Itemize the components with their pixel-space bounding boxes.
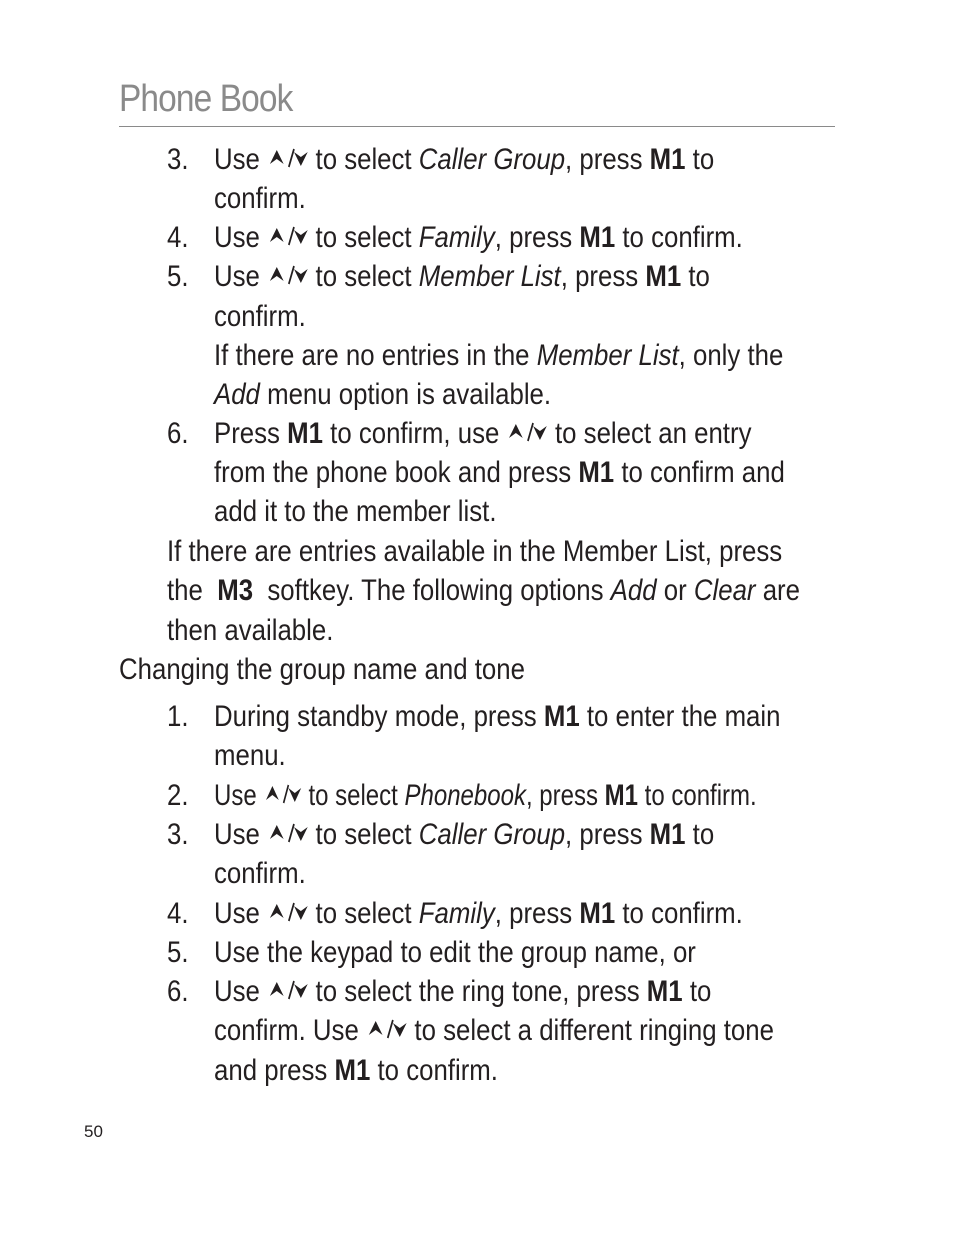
list-number: 5. xyxy=(167,936,189,969)
softkey-label: M1 xyxy=(649,143,686,176)
text: , press xyxy=(565,818,643,851)
text: to select the ring tone, press xyxy=(315,975,640,1008)
title-rule xyxy=(119,126,835,127)
up-down-arrow-icon xyxy=(267,146,308,170)
list-item xyxy=(214,894,743,933)
text: Use xyxy=(214,221,260,254)
text: Use xyxy=(214,143,260,176)
section-heading: Changing the group name and tone xyxy=(119,653,525,686)
softkey-label: M1 xyxy=(543,700,580,733)
list-item xyxy=(214,140,714,179)
list-item xyxy=(214,815,714,854)
text: , only the xyxy=(678,339,784,372)
text: from the phone book and press xyxy=(214,456,572,489)
list-item xyxy=(214,414,751,453)
up-down-arrow-icon xyxy=(267,821,308,845)
list-item-note xyxy=(214,336,783,375)
text: to confirm. xyxy=(644,779,757,812)
softkey-label: M1 xyxy=(334,1054,371,1087)
softkey-label: M1 xyxy=(645,260,682,293)
text: to select a different ringing tone xyxy=(414,1014,774,1047)
list-number: 5. xyxy=(167,260,189,293)
text: to confirm and xyxy=(621,456,785,489)
note-paragraph: then available. xyxy=(167,614,334,647)
softkey-label: M1 xyxy=(578,456,615,489)
softkey-label: M3 xyxy=(217,574,254,607)
list-item-continuation xyxy=(214,453,785,492)
text: to xyxy=(688,260,710,293)
list-item-note xyxy=(214,375,551,414)
text: to select xyxy=(315,143,412,176)
text: to confirm. xyxy=(622,897,743,930)
term: Member List xyxy=(418,260,561,293)
up-down-arrow-icon xyxy=(263,782,301,806)
text: or xyxy=(663,574,687,607)
text: to select xyxy=(315,260,412,293)
list-number: 6. xyxy=(167,417,189,450)
text: to select an entry xyxy=(554,417,752,450)
note-paragraph: If there are entries available in the Member List, press xyxy=(167,535,783,568)
list-number: 3. xyxy=(167,818,189,851)
text: to xyxy=(692,818,715,851)
text: Press xyxy=(214,417,280,450)
term: Family xyxy=(418,897,495,930)
list-item xyxy=(214,972,711,1011)
term: Family xyxy=(418,221,495,254)
list-item xyxy=(214,776,757,815)
softkey-label: M1 xyxy=(579,221,616,254)
list-item xyxy=(214,257,710,296)
text: During standby mode, press xyxy=(214,700,537,733)
up-down-arrow-icon xyxy=(267,900,308,924)
text: are xyxy=(762,574,801,607)
softkey-label: M1 xyxy=(579,897,616,930)
text: Use xyxy=(214,779,257,812)
term: Clear xyxy=(693,574,756,607)
up-down-arrow-icon xyxy=(267,224,308,248)
text: Use xyxy=(214,897,260,930)
list-number: 4. xyxy=(167,897,189,930)
list-item-continuation: confirm. xyxy=(214,300,306,333)
text: Use xyxy=(214,818,260,851)
text: to confirm, use xyxy=(330,417,500,450)
text: to xyxy=(689,975,712,1008)
up-down-arrow-icon xyxy=(366,1017,407,1041)
list-item-continuation: confirm. xyxy=(214,182,306,215)
text: to select xyxy=(315,221,412,254)
softkey-label: M1 xyxy=(646,975,683,1008)
text: to select xyxy=(315,818,412,851)
text: to select xyxy=(308,779,398,812)
text: to confirm. xyxy=(622,221,743,254)
text: If there are no entries in the xyxy=(214,339,530,372)
text: Use xyxy=(214,260,260,293)
list-item-continuation xyxy=(214,1051,498,1090)
up-down-arrow-icon xyxy=(267,978,308,1002)
list-item-continuation xyxy=(214,1011,774,1050)
text: , press xyxy=(525,779,598,812)
text: to confirm. xyxy=(377,1054,498,1087)
text: menu option is available. xyxy=(267,378,552,411)
text: , press xyxy=(494,221,573,254)
softkey-label: M1 xyxy=(649,818,686,851)
page-number: 50 xyxy=(84,1122,103,1141)
list-item xyxy=(214,218,743,257)
list-item-continuation: add it to the member list. xyxy=(214,495,497,528)
text: , press xyxy=(560,260,639,293)
term: Member List xyxy=(536,339,679,372)
up-down-arrow-icon xyxy=(507,420,548,444)
list-item: Use the keypad to edit the group name, or xyxy=(214,936,696,969)
list-number: 2. xyxy=(167,779,189,812)
text: confirm. Use xyxy=(214,1014,359,1047)
term: Caller Group xyxy=(418,143,566,176)
term: Caller Group xyxy=(418,818,566,851)
softkey-label: M1 xyxy=(604,779,638,812)
up-down-arrow-icon xyxy=(267,263,308,287)
text: , press xyxy=(494,897,573,930)
text: softkey. The following options xyxy=(267,574,604,607)
list-item-continuation: confirm. xyxy=(214,857,306,890)
list-number: 4. xyxy=(167,221,189,254)
text: to select xyxy=(315,897,412,930)
text: the xyxy=(167,574,203,607)
page-title: Phone Book xyxy=(119,78,293,120)
text: Use xyxy=(214,975,260,1008)
text: to xyxy=(692,143,715,176)
softkey-label: M1 xyxy=(287,417,323,450)
list-item xyxy=(214,697,780,736)
text: and press xyxy=(214,1054,328,1087)
term: Phonebook xyxy=(404,779,526,812)
list-item-continuation: menu. xyxy=(214,739,286,772)
list-number: 3. xyxy=(167,143,189,176)
term: Add xyxy=(214,378,260,411)
term: Add xyxy=(610,574,657,607)
text: , press xyxy=(565,143,643,176)
list-number: 1. xyxy=(167,700,189,733)
text: to enter the main xyxy=(586,700,781,733)
list-number: 6. xyxy=(167,975,189,1008)
note-paragraph xyxy=(167,571,800,610)
